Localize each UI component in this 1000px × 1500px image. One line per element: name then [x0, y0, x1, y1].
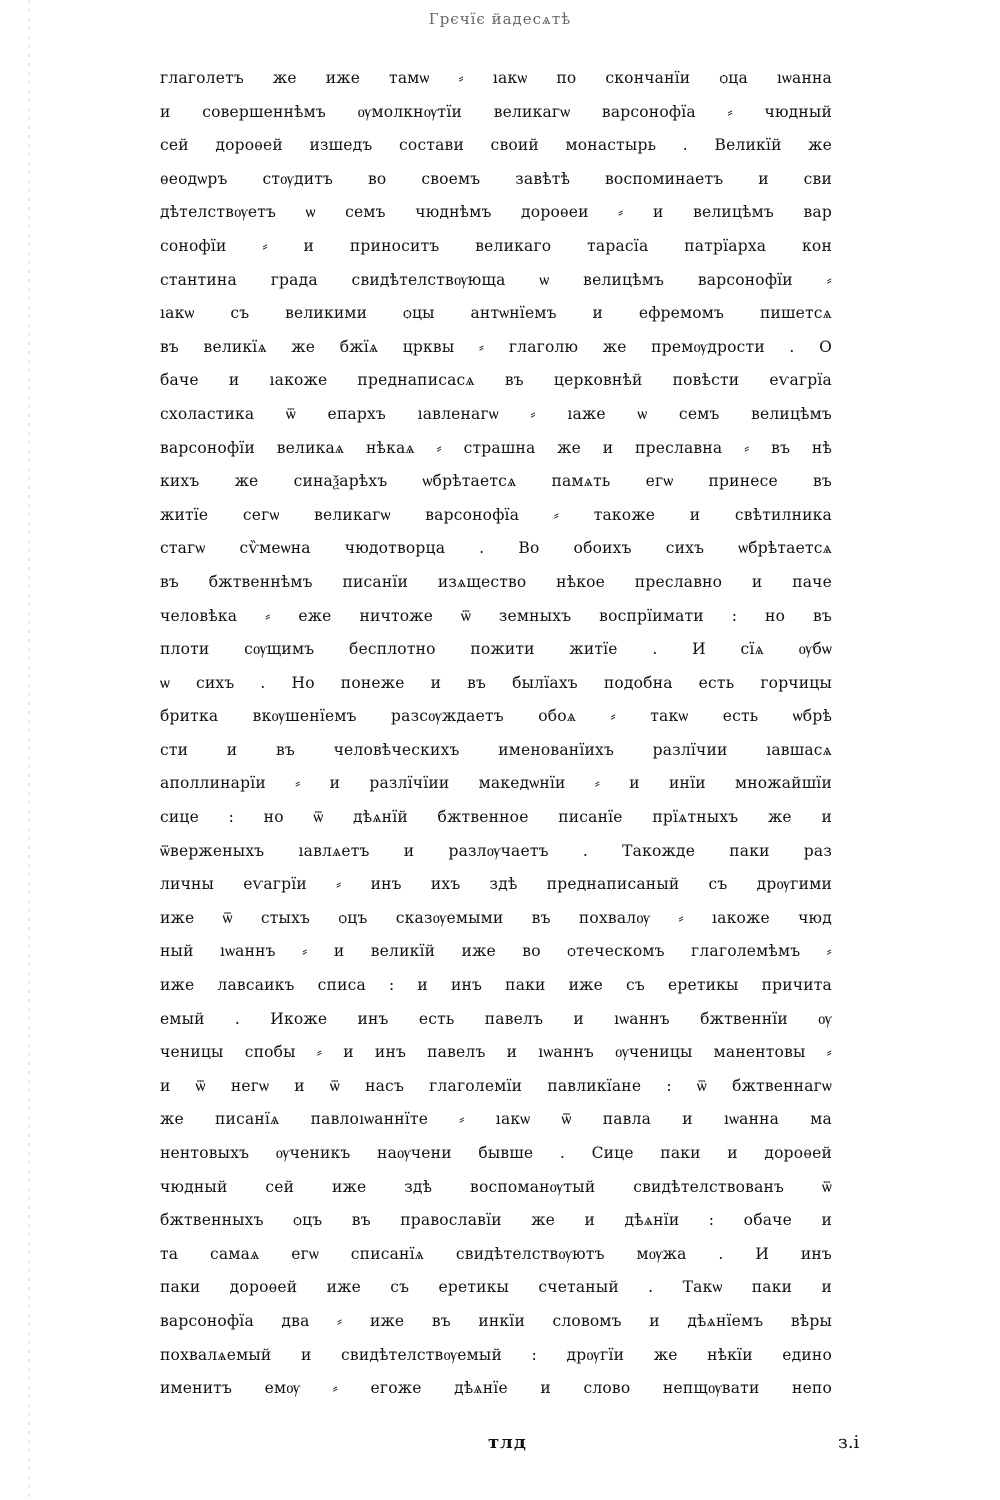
text-line: стантина града свидѣтелствѹюща ѡ велицѣмъ варсонофїи ⸗	[160, 270, 832, 289]
text-line: варсонофїа два ⸗ иже въ инкїи словомъ и дѣѧнїемъ вѣры	[160, 1311, 832, 1330]
text-line: ѿверженыхъ ıавлѧетъ и разлѹчаетъ . Такожде паки раз	[160, 841, 832, 860]
text-line: и ѿ негѡ и ѿ насъ глаголемїи павликїане : ѿ бжтвеннагѡ	[160, 1076, 832, 1095]
running-title: Грєчїє йадесѧтѣ	[428, 10, 572, 28]
text-line: емый . Икоже инъ есть павелъ и ıѡаннъ бжтвеннїи ѹ	[160, 1009, 832, 1028]
text-line: житїе сегѡ великагѡ варсонофїа ⸗ такоже и свѣтилника	[160, 505, 832, 524]
text-line: ıакѡ съ великими ѻцы антѡнїемъ и ефремомъ пишетсѧ	[160, 304, 832, 323]
text-line: нентовыхъ ѹченикъ наѹчени бывше . Сице паки и дороѳей	[160, 1144, 832, 1162]
text-line: варсонофїи великаѧ нѣкаѧ ⸗ страшна же и преславна ⸗ въ нѣ	[160, 438, 832, 457]
text-line: же писанїѧ павлоıѡаннїте ⸗ ıакѡ ѿ павла и ıѡанна ма	[160, 1110, 832, 1129]
text-line: чюдный сей иже здѣ воспоманѹтый свидѣтелствованъ ѿ	[160, 1177, 832, 1196]
text-line: личны еѵагрїи ⸗ инъ ихъ здѣ преднаписаный съ дрѹгими	[160, 875, 832, 894]
text-line: та самаѧ егѡ списанїѧ свидѣтелствѹютъ мѹжа . И инъ	[160, 1244, 832, 1263]
text-line: въ бжтвеннѣмъ писанїи изѧщество нѣкое преславно и паче	[160, 572, 832, 591]
signature-mark: тлд	[488, 1432, 527, 1453]
text-line: бжтвенныхъ ѻцъ въ православїи же и дѣѧнїи : обаче и	[160, 1211, 832, 1230]
text-line: и совершеннѣмъ ѹмолкнѹтїи великагѡ варсонофїа ⸗ чюдный	[160, 102, 832, 121]
body-text	[160, 62, 832, 1406]
text-line: аполлинарїи ⸗ и разлїчїии македѡнїи ⸗ и инїи множайшїи	[160, 774, 832, 793]
folio-number: з.і	[838, 1432, 860, 1453]
text-line: сти и въ человѣческихъ именованїихъ разлїчии ıавшасѧ	[160, 740, 832, 759]
text-line: баче и ıакоже преднаписасѧ въ церковнѣй повѣсти еѵагрїа	[160, 371, 832, 390]
page-footer	[0, 1432, 1000, 1472]
scan-edge-artifact	[28, 0, 30, 1500]
text-line: ный ıѡаннъ ⸗ и великїй иже во ѻтеческомъ глаголемѣмъ ⸗	[160, 942, 832, 961]
text-line: ѡ сихъ . Но понеже и въ былїахъ подобна есть горчицы	[160, 673, 832, 692]
text-line: иже ѿ стыхъ ѻцъ сказѹемыми въ похвалѹ ⸗ ıакоже чюд	[160, 908, 832, 927]
text-line: кихъ же синаѯарѣхъ ѡбрѣтаетсѧ памѧть егѡ принесе въ	[160, 472, 832, 491]
text-line: иже лавсаикъ списа : и инъ паки иже съ еретикы причита	[160, 976, 832, 995]
text-line: сице : но ѿ дѣѧнїй бжтвенное писанїе прїѧтныхъ же и	[160, 808, 832, 827]
text-line: плоти сѹщимъ бесплотно пожити житїе . И сїѧ ѹбѡ	[160, 640, 832, 659]
text-line: сонофїи ⸗ и приноситъ великаго тарасїа патрїарха кон	[160, 236, 832, 255]
text-line: дѣтелствѹетъ ѡ семъ чюднѣмъ дороѳеи ⸗ и велицѣмъ вар	[160, 203, 832, 222]
text-line: человѣка ⸗ еже ничтоже ѿ земныхъ воспрїимати : но въ	[160, 606, 832, 625]
text-line: стагѡ сѷмеѡна чюдотворца . Во обоихъ сихъ ѡбрѣтаетсѧ	[160, 539, 832, 558]
text-line: бритка вкѹшенїемъ разсѹждаетъ обоѧ ⸗ такѡ есть ѡбрѣ	[160, 707, 832, 726]
text-line: паки дороѳей иже съ еретикы счетаный . Такѡ паки и	[160, 1278, 832, 1297]
text-line: ѳеодѡръ стѹдитъ во своемъ завѣтѣ воспоминаетъ и сви	[160, 169, 832, 188]
text-line: глаголетъ же иже тамѡ ⸗ ıакѡ по скончанїи ѻца ıѡанна	[160, 69, 832, 87]
text-line: въ великїѧ же бжїѧ црквы ⸗ глаголю же премѹдрости . О	[160, 337, 832, 356]
text-line: схоластика ѿ епархъ ıавленагѡ ⸗ ıаже ѡ семъ велицѣмъ	[160, 404, 832, 423]
text-line: именитъ емѹ ⸗ егоже дѣѧнїе и слово непщѹвати непо	[160, 1379, 832, 1398]
text-line: сей дороѳей изшедъ состави своий монастырь . Великїй же	[160, 136, 832, 155]
text-line: похвалѧемый и свидѣтелствѹемый : дрѹгїи же нѣкїи едино	[160, 1345, 832, 1364]
text-line: ченицы спобы ⸗ и инъ павелъ и ıѡаннъ ѹченицы манентовы ⸗	[160, 1043, 832, 1062]
